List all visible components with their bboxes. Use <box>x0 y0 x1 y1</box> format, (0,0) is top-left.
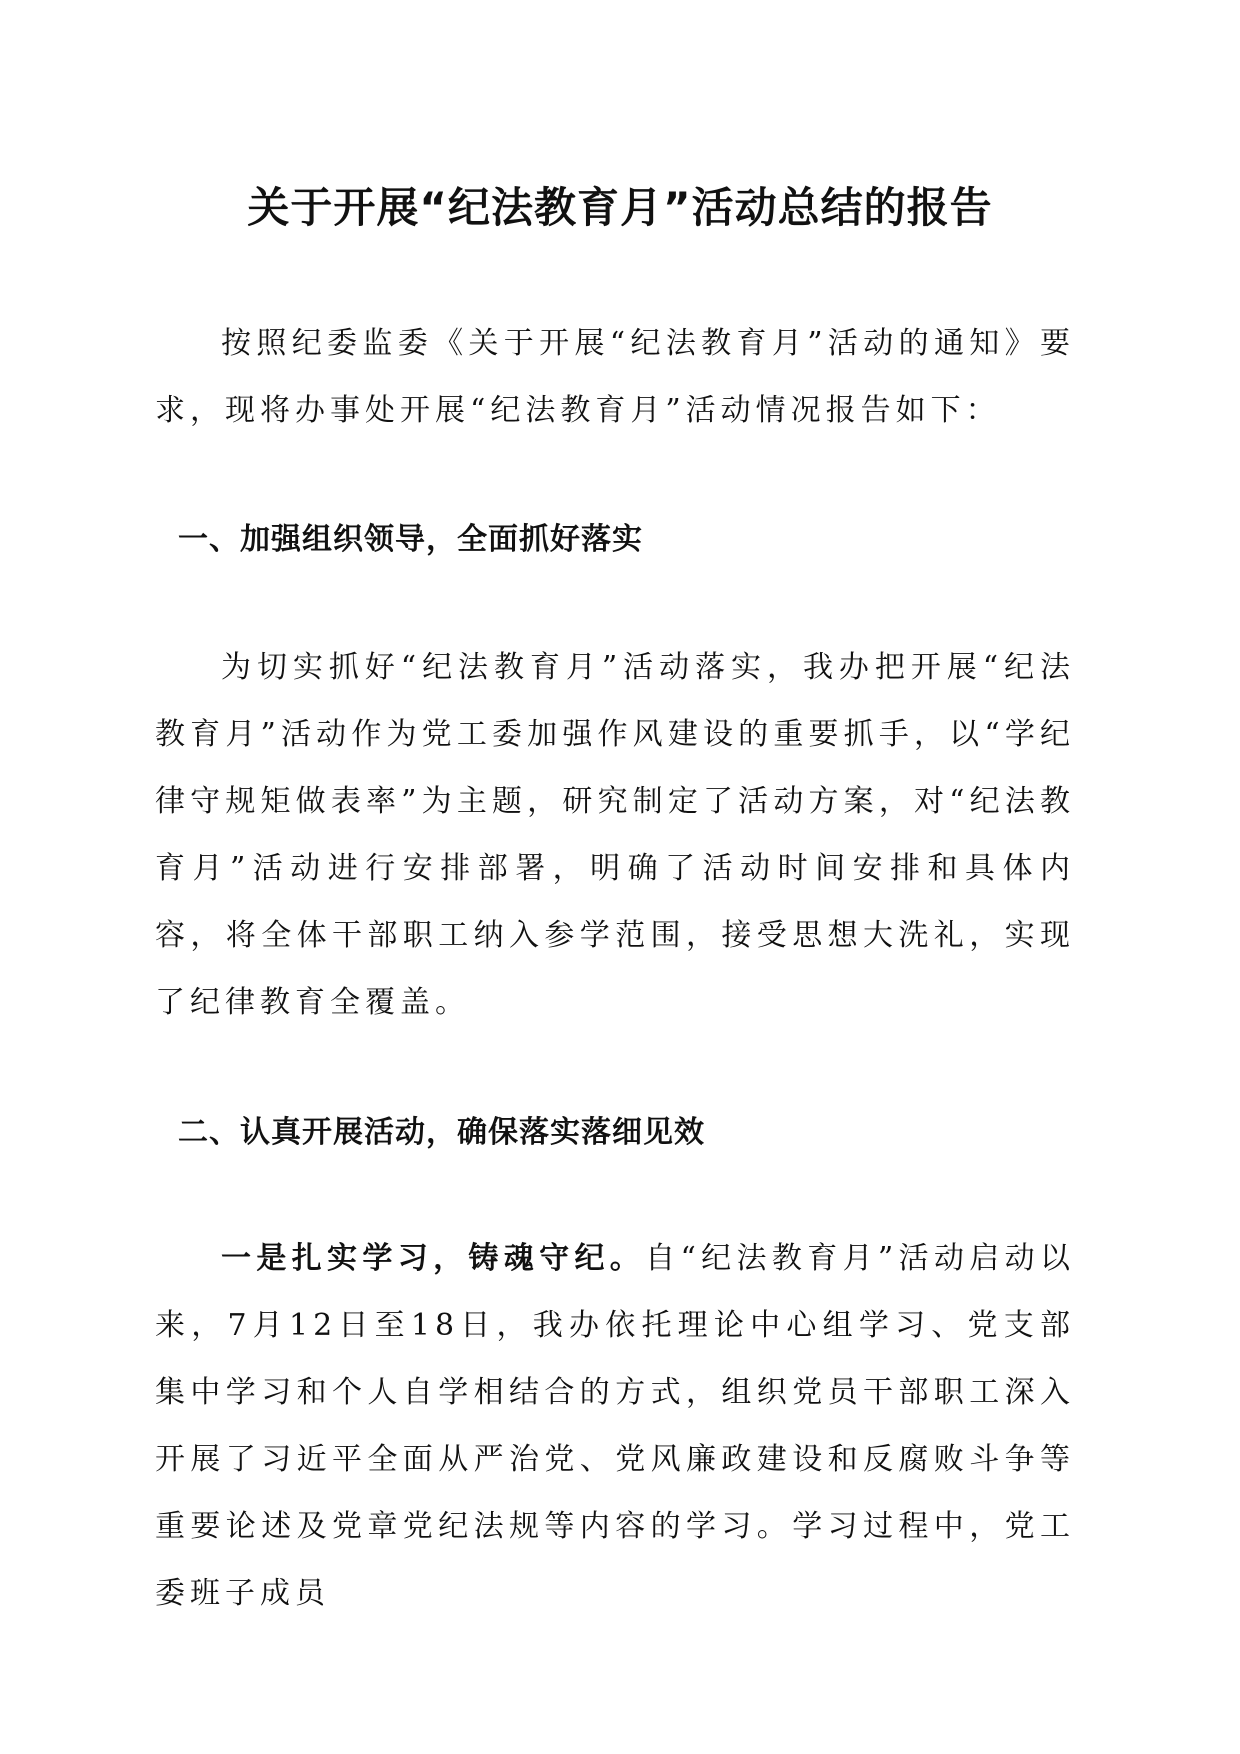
section-2-lead-text: 一是扎实学习，铸魂守纪。 <box>221 1241 646 1276</box>
section-1-heading: 一、加强组织领导，全面抓好落实 <box>178 522 643 557</box>
section-1-paragraph: 为切实抓好“纪法教育月”活动落实，我办把开展“纪法教育月”活动作为党工委加强作风建设的重要抓手，以“学纪律守规矩做表率”为主题，研究制定了活动方案，对“纪法教育月”活动进行安排部署，明确了活动时间安排和具体内容，将全体干部职工纳入参学范围，接受思想大洗礼，实现了纪律教育全覆盖。 <box>155 650 1075 1020</box>
section-2-paragraph <box>155 1225 1075 1627</box>
intro-paragraph: 按照纪委监委《关于开展“纪法教育月”活动的通知》要求，现将办事处开展“纪法教育月”活动情况报告如下： <box>155 326 1075 428</box>
document-title: 关于开展“纪法教育月”活动总结的报告 <box>247 183 993 232</box>
section-2-body-text: 自“纪法教育月”活动启动以来，7月12日至18日，我办依托理论中心组学习、党支部集中学习和个人自学相结合的方式，组织党员干部职工深入开展了习近平全面从严治党、党风廉政建设和反腐败斗争等重要论述及党章党纪法规等内容的学习。学习过程中，党工委班子成员 <box>155 1241 1075 1611</box>
section-2-heading: 二、认真开展活动，确保落实落细见效 <box>178 1115 705 1150</box>
